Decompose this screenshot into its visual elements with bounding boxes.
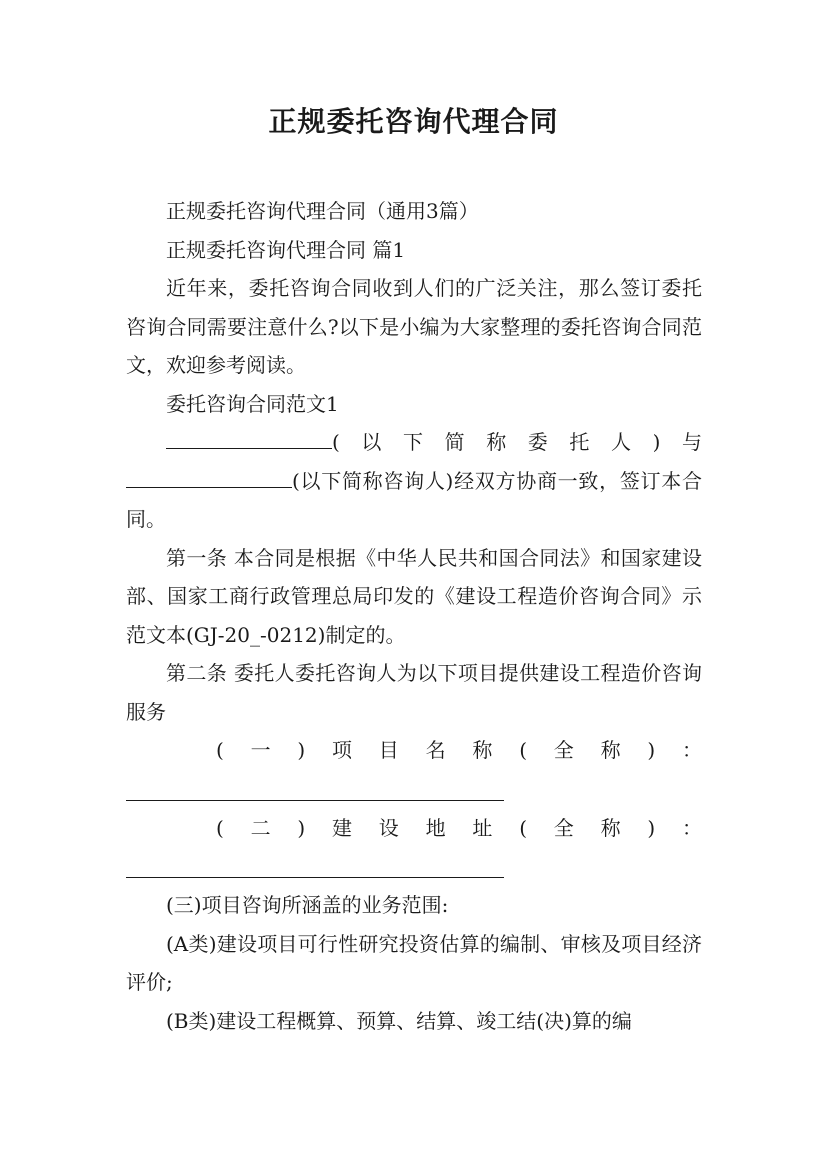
article-1: 第一条 本合同是根据《中华人民共和国合同法》和国家建设部、国家工商行政管理总局印发的《建设工程造价咨询合同》示范文本(GJ-20_-0212)制定的。	[126, 545, 702, 647]
item-a: (A类)建设项目可行性研究投资估算的编制、审核及项目经济评价;	[126, 931, 702, 994]
subtitle: 正规委托咨询代理合同（通用3篇）	[166, 199, 479, 223]
document-title: 正规委托咨询代理合同	[268, 105, 559, 138]
parties-line-2-text: (以下简称咨询人)经双方协商一致，签订本合同。	[126, 468, 702, 531]
document-body	[126, 192, 702, 1040]
construction-address-blank[interactable]	[126, 847, 504, 878]
section-heading: 正规委托咨询代理合同 篇1	[166, 237, 406, 262]
article-2: 第二条 委托人委托咨询人为以下项目提供建设工程造价咨询服务	[126, 661, 702, 724]
consultant-name-blank[interactable]	[126, 465, 292, 488]
parties-line-1-text: (以下简称委托人)与	[332, 430, 702, 454]
item-3: (三)项目咨询所涵盖的业务范围:	[166, 893, 449, 917]
project-name-blank[interactable]	[126, 770, 504, 801]
item-b: (B类)建设工程概算、预算、结算、竣工结(决)算的编	[166, 1008, 632, 1033]
sample-heading: 委托咨询合同范文1	[166, 391, 339, 416]
item-1-label: (一)项目名称(全称)：	[216, 738, 702, 762]
intro-paragraph: 近年来，委托咨询合同收到人们的广泛关注，那么签订委托咨询合同需要注意什么?以下是小编为大家整理的委托咨询合同范文，欢迎参考阅读。	[126, 276, 702, 377]
item-2-label: (二)建设地址(全称)：	[216, 815, 702, 840]
parties-line-2	[126, 462, 702, 539]
parties-line-1	[126, 423, 702, 462]
client-name-blank[interactable]	[166, 426, 332, 449]
